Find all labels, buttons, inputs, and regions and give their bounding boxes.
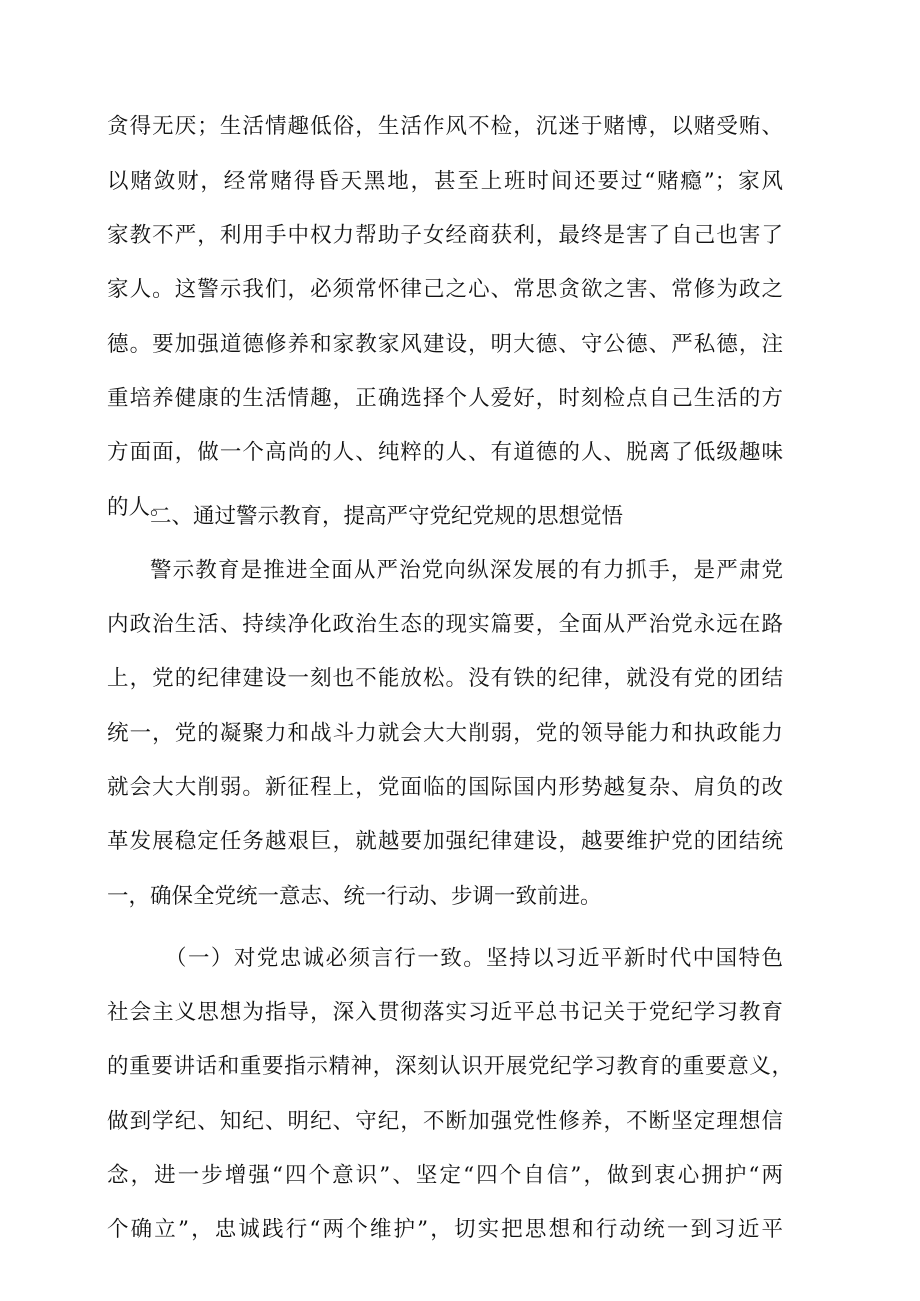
paragraph-line: 家教不严，利用手中权力帮助子女经商获利，最终是害了自己也害了 xyxy=(107,223,783,248)
paragraph-line: 重培养健康的生活情趣，正确选择个人爱好，时刻检点自己生活的方 xyxy=(107,386,783,411)
paragraph-line: 念，进一步增强“四个意识”、坚定“四个自信”，做到衷心拥护“两 xyxy=(107,1163,783,1188)
section-heading: 二、通过警示教育，提高严守党纪党规的思想觉悟 xyxy=(150,504,624,529)
paragraph-line: 个确立”，忠诚践行“两个维护”，切实把思想和行动统一到习近平 xyxy=(107,1217,783,1242)
paragraph-line: 一，确保全党统一意志、统一行动、步调一致前进。 xyxy=(107,884,602,909)
paragraph-line: 就会大大削弱。新征程上，党面临的国际国内形势越复杂、肩负的改 xyxy=(107,775,783,800)
paragraph-line: 做到学纪、知纪、明纪、守纪，不断加强党性修养，不断坚定理想信 xyxy=(107,1109,783,1134)
paragraph-line: 方面面，做一个高尚的人、纯粹的人、有道德的人、脱离了低级趣味 xyxy=(107,440,783,465)
paragraph-line: 的人。 xyxy=(107,495,172,520)
paragraph-line: 贪得无厌；生活情趣低俗，生活作风不检，沉迷于赌博，以赌受贿、 xyxy=(107,114,783,139)
paragraph-line: 统一，党的凝聚力和战斗力就会大大削弱，党的领导能力和执政能力 xyxy=(107,721,783,746)
paragraph-line: 警示教育是推进全面从严治党向纵深发展的有力抓手，是严肃党 xyxy=(150,558,783,583)
paragraph-line: 德。要加强道德修养和家教家风建设，明大德、守公德、严私德，注 xyxy=(107,332,783,357)
paragraph-line: 上，党的纪律建设一刻也不能放松。没有铁的纪律，就没有党的团结 xyxy=(107,666,783,691)
paragraph-line: 社会主义思想为指导，深入贯彻落实习近平总书记关于党纪学习教育 xyxy=(107,1000,783,1025)
paragraph-line: 革发展稳定任务越艰巨，就越要加强纪律建设，越要维护党的团结统 xyxy=(107,829,783,854)
paragraph-line: 家人。这警示我们，必须常怀律己之心、常思贪欲之害、常修为政之 xyxy=(107,277,783,302)
paragraph-line: 的重要讲话和重要指示精神，深刻认识开展党纪学习教育的重要意义， xyxy=(107,1054,793,1079)
paragraph-line: （一）对党忠诚必须言行一致。坚持以习近平新时代中国特色 xyxy=(165,946,783,971)
paragraph-line: 以赌敛财，经常赌得昏天黑地，甚至上班时间还要过“赌瘾”；家风 xyxy=(107,169,783,194)
paragraph-line: 内政治生活、持续净化政治生态的现实篇要，全面从严治党永远在路 xyxy=(107,612,783,637)
